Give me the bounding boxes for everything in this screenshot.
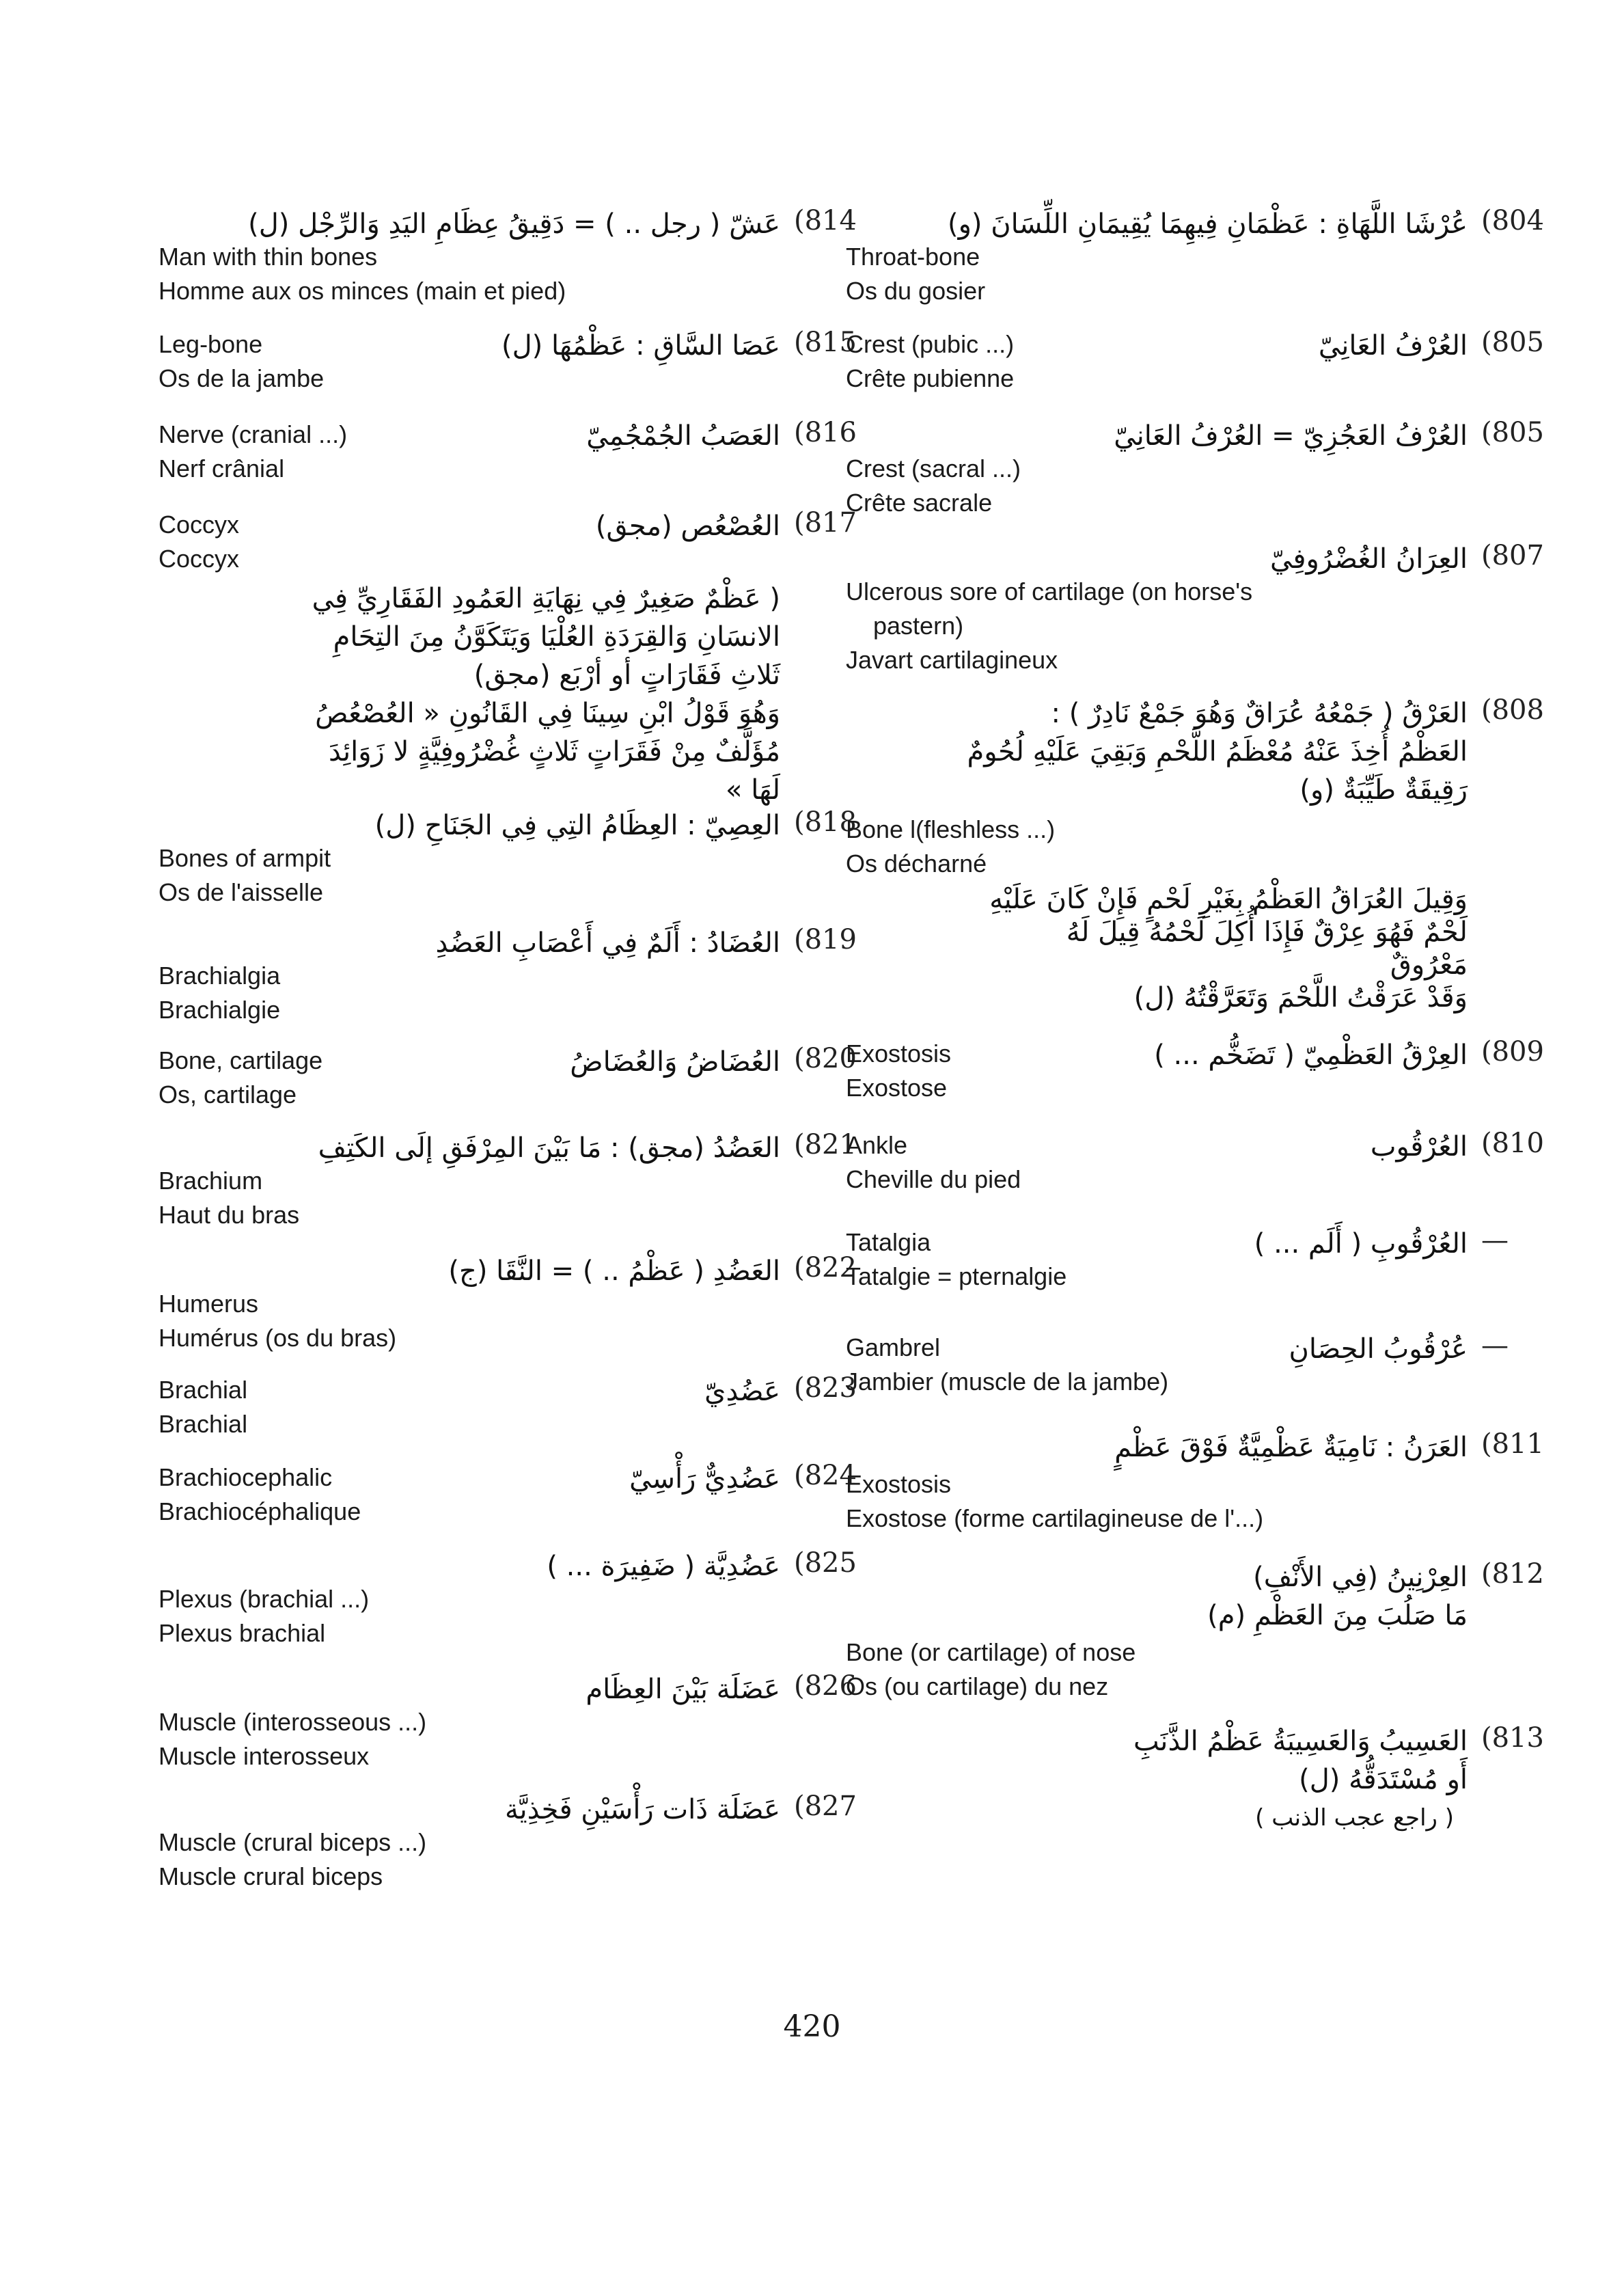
entry-814 [159,205,857,308]
entry-number: (813 [1481,1722,1544,1754]
definition-line: مَا صَلُبَ مِنَ العَظْمِ (م) [1207,1600,1468,1631]
english-term: Crest (sacral ...) [846,454,1021,482]
entry-gambrel [846,1330,1509,1401]
entry-826 [159,1670,857,1773]
entry-number: (823 [794,1372,857,1404]
arabic-term: العِصِيّ : العِظَامُ التِي فِي الجَنَاحِ (ل) [374,810,780,841]
definition-line: وَقِيلَ العُرَاقُ العَظْمُ بِغَيْرِ لَحْمٍ فَإِنْ كَانَ عَلَيْهِ [989,884,1468,915]
right-column [846,205,1544,1838]
entry-804 [846,205,1544,308]
french-term: Crête sacrale [846,489,993,517]
entry-number: (808 [1481,694,1544,726]
english-term: Brachialgia [159,962,281,990]
entry-821 [159,1129,857,1232]
entry-number: (811 [1481,1428,1544,1460]
entry-number: (807 [1481,540,1544,571]
arabic-term: عَضَلَة بَيْنَ العِظَام [586,1674,780,1705]
entry-number: (827 [794,1791,857,1822]
entry-810 [846,1128,1544,1199]
english-term: Coccyx [159,511,240,539]
french-term: Tatalgie = pternalgie [846,1262,1067,1290]
entry-817 [159,507,857,806]
french-term: Coccyx [159,545,240,573]
definition-line: لَحْمٌ فَهُوَ عِرْقٌ فَإِذَا أُكِلَ لَحْمُهُ قِيلَ لَهُ [1066,916,1468,948]
left-column [159,205,857,1893]
english-term: Crest (pubic ...) [846,330,1015,358]
arabic-term: عُرْشَا اللَّهَاةِ : عَظْمَانِ فِيهِمَا يُقِيمَانِ اللِّسَانَ (و) [948,208,1468,240]
entry-number: (825 [794,1547,857,1579]
entry-822 [159,1252,857,1355]
entry-820 [159,1043,857,1114]
definition-line: ثَلاثِ فَقَارَاتٍ أو أرْبَع (مجق) [473,660,780,691]
arabic-term: العُصْعُص (مجق) [595,511,780,542]
entry-number: (820 [794,1043,857,1074]
english-term: Tatalgia [846,1228,931,1256]
arabic-term: العِرَانُ الغُضْرُوفِيّ [1269,543,1468,575]
definition-line: أَو مُسْتَدَقُّهُ (ل) [1299,1764,1468,1795]
entry-825 [159,1547,857,1650]
arabic-definition-2 [846,883,1468,1014]
entry-number: (824 [794,1460,857,1491]
entry-number: (812 [1481,1558,1544,1590]
arabic-term: عَضَلَة ذَات رَأْسَيْنِ فَخِذِيَّة [505,1794,780,1825]
english-term: Throat-bone [846,243,980,271]
french-term: Muscle crural biceps [159,1862,383,1890]
french-term: Os du gosier [846,277,986,305]
english-term: Ankle [846,1131,908,1159]
english-term: Ulcerous sore of cartilage (on horse's [846,577,1253,606]
english-term: Bone, cartilage [159,1046,323,1074]
entry-number: (826 [794,1670,857,1702]
english-term: Muscle (interosseous ...) [159,1708,427,1736]
english-term: Bone l(fleshless ...) [846,815,1056,843]
entry-number: (809 [1481,1036,1544,1068]
definition-line: لَهَا » [726,774,780,806]
entry-number: (816 [794,417,857,448]
entry-dash: — [1481,1225,1509,1256]
entry-824 [159,1460,857,1531]
arabic-term: العَسِيبُ وَالعَسِيبَةُ عَظْمُ الذَّنَبِ [1133,1726,1468,1757]
arabic-term: العِرْقُ العَظْمِيّ ( تَضَخُّم ... ) [1154,1039,1468,1071]
entry-number: (810 [1481,1128,1544,1159]
entry-number: (805 [1481,417,1544,448]
entry-811 [846,1428,1544,1538]
arabic-term: عَشّ ( رجل .. ) = دَقِيقُ عِظَامِ اليَدِ وَالرِّجْل (ل) [248,208,780,240]
french-term: Exostose (forme cartilagineuse de l'...) [846,1504,1264,1532]
english-term: Bones of armpit [159,844,331,872]
arabic-term: العُرْقُوبِ ( أَلَم ... ) [1254,1228,1468,1260]
english-term: Bone (or cartilage) of nose [846,1638,1136,1666]
french-term: Brachialgie [159,996,281,1024]
french-term: Haut du bras [159,1201,300,1229]
entry-number: (818 [794,806,857,838]
definition-line: ( عَظْمٌ صَغِيرٌ فِي نِهَايَةِ العَمُودِ الفَقَارِيِّ فِي [312,583,780,614]
entry-816 [159,417,857,488]
arabic-term: العَرَنُ : نَامِيَةٌ عَظْمِيَّةٌ فَوْقَ عَظْمٍ [1114,1432,1468,1463]
definition-line: الانسَانِ وَالقِرَدَةِ العُلْيَا وَيَتَكَوَّنُ مِنَ التِحَامِ [333,621,780,653]
entry-818 [159,806,857,909]
definition-line: وَهُوَ قَوْلُ ابْنِ سِينَا فِي القَانُونِ « العُصْعُصُ [315,698,780,729]
definition-line: مَعْرُوقٌ [1390,949,1468,981]
arabic-term: العُضَادُ : أَلَمٌ فِي أَعْصَابِ العَضُدِ [435,927,780,959]
arabic-definition [846,1722,1468,1837]
english-term: Exostosis [846,1039,952,1068]
entry-807 [846,540,1544,677]
arabic-term: عَضُدِيَّة ( ضَفِيرَة ... ) [547,1551,780,1582]
arabic-term: عُرْقُوبُ الحِصَانِ [1289,1333,1468,1365]
french-term: Homme aux os minces (main et pied) [159,277,566,305]
arabic-term: العُرْفُ العَانِيّ [1318,330,1468,362]
french-term: Brachiocéphalique [159,1497,361,1525]
arabic-term: العَصَبُ الجُمْجُمِيّ [586,420,780,452]
french-term: Cheville du pied [846,1165,1021,1193]
entry-tatalgia [846,1225,1509,1296]
entry-number: (821 [794,1129,857,1160]
french-term: Javart cartilagineux [846,646,1058,674]
entry-number: (804 [1481,205,1544,236]
english-term: Brachial [159,1376,248,1404]
entry-number: (815 [794,327,857,358]
arabic-term: العُرْفُ العَجُزِيّ = العُرْفُ العَانِيّ [1114,420,1468,452]
arabic-term: عَضُدِيٌّ رَأْسِيّ [629,1463,780,1495]
english-term: Leg-bone [159,330,263,358]
french-term: Muscle interosseux [159,1742,370,1770]
entry-805b [846,417,1544,519]
entry-823 [159,1372,857,1443]
entry-812 [846,1558,1544,1702]
english-term: Brachiocephalic [159,1463,333,1491]
entry-number: (822 [794,1252,857,1283]
entry-805 [846,327,1544,398]
definition-line: رَقِيقَةٌ طَيِّبَةٌ (و) [1299,774,1468,806]
entry-dash: — [1481,1330,1509,1361]
arabic-definition [846,694,1468,809]
french-term: Exostose [846,1074,948,1102]
definition-line: وَقَدْ عَرَقْتُ اللَّحْمَ وَتَعَرَّقْتُهُ (ل) [1133,982,1468,1014]
entry-number: (819 [794,924,857,955]
french-term: Crête pubienne [846,364,1015,392]
french-term: Os (ou cartilage) du nez [846,1672,1109,1700]
entry-number: (805 [1481,327,1544,358]
english-term-cont: pastern) [846,612,964,640]
entry-number: (817 [794,507,857,539]
english-term: Brachium [159,1167,263,1195]
arabic-term: العِرْنِينُ (فِي الأَنْفِ) [1253,1562,1468,1593]
english-term: Muscle (crural biceps ...) [159,1828,427,1856]
arabic-term: عَصَا السَّاقِ : عَظْمُهَا (ل) [501,330,780,362]
french-term: Nerf crânial [159,454,285,482]
english-term: Plexus (brachial ...) [159,1585,370,1613]
english-term: Man with thin bones [159,243,378,271]
french-term: Plexus brachial [159,1619,326,1647]
arabic-term: العَضُدِ ( عَظْمُ .. ) = النَّقَا (ج) [448,1255,780,1287]
entry-815 [159,327,857,398]
page-number: 420 [783,2009,841,2044]
definition-line: العَظْمُ أُخِذَ عَنْهُ مُعْظَمُ اللَّحْمِ وَبَقِيَ عَلَيْهِ لُحُومٌ [967,736,1468,767]
entry-827 [159,1791,857,1893]
entry-819 [159,924,857,1027]
entry-808 [846,694,1544,1022]
cross-reference: ( راجع عجب الذنب ) [1255,1804,1454,1832]
english-term: Exostosis [846,1470,952,1498]
entry-809 [846,1036,1544,1107]
arabic-term: العَضُدُ (مجق) : مَا بَيْنَ المِرْفَقِ إلَى الكَتِفِ [318,1132,780,1164]
arabic-term: العُضَاضُ وَالعُضَاضُ [570,1046,780,1078]
arabic-definition [846,1558,1468,1635]
definition-line: مُؤَلَّفٌ مِنْ فَقَرَاتٍ ثَلاثٍ غُضْرُوفِيَّةٍ لا زَوَائِدَ [328,736,780,767]
english-term: Nerve (cranial ...) [159,420,348,448]
english-term: Humerus [159,1290,259,1318]
french-term: Jambier (muscle de la jambe) [846,1368,1169,1396]
english-term: Gambrel [846,1333,941,1361]
french-term: Os de l'aisselle [159,878,323,906]
arabic-definition [159,580,780,809]
french-term: Humérus (os du bras) [159,1324,397,1352]
french-term: Os décharné [846,849,987,878]
entry-number: (814 [794,205,857,236]
french-term: Os, cartilage [159,1080,297,1109]
french-term: Brachial [159,1410,248,1438]
french-term: Os de la jambe [159,364,325,392]
entry-813 [846,1722,1544,1838]
arabic-term: العَرْقُ ( جَمْعُهُ عُرَاقٌ وَهُوَ جَمْعٌ نَادِرٌ ) : [1051,698,1468,729]
arabic-term: عَضُدِيّ [704,1376,780,1407]
arabic-term: العُرْقُوب [1370,1131,1468,1163]
